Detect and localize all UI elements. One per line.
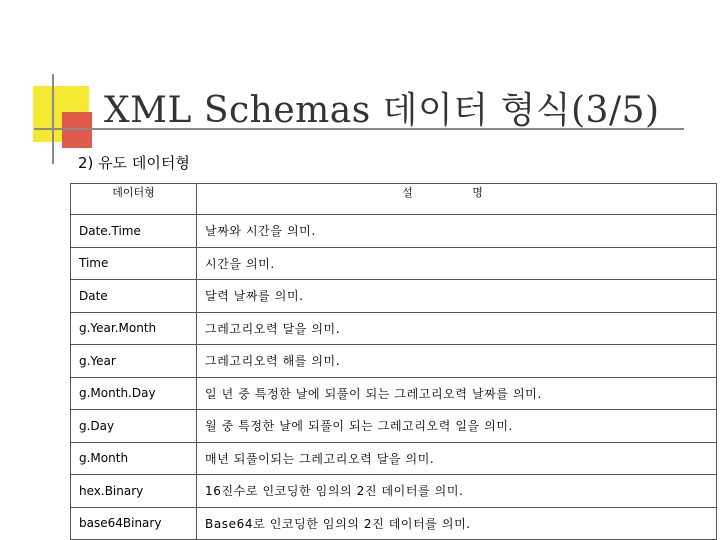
datatype-description: 시간을 의미. — [197, 247, 717, 280]
datatype-name: g.Month — [71, 442, 197, 475]
table-row — [71, 345, 717, 378]
decor-vertical-line — [52, 74, 54, 164]
table-row — [71, 215, 717, 248]
derived-datatype-table — [70, 183, 717, 540]
datatype-description: 월 중 특정한 날에 되풀이 되는 그레고리오력 일을 의미. — [197, 410, 717, 443]
datatype-name: base64Binary — [71, 507, 197, 540]
header-description: 설 명 — [197, 184, 717, 215]
datatype-name: g.Month.Day — [71, 377, 197, 410]
datatype-name: g.Year — [71, 345, 197, 378]
header-datatype: 데이터형 — [71, 184, 197, 215]
table-row — [71, 410, 717, 443]
slide-title: XML Schemas 데이터 형식(3/5) — [104, 90, 660, 131]
table-header-row — [71, 184, 717, 215]
datatype-name: g.Year.Month — [71, 312, 197, 345]
datatype-description: 그레고리오력 해를 의미. — [197, 345, 717, 378]
datatype-name: Date — [71, 280, 197, 313]
table-row — [71, 377, 717, 410]
table-row — [71, 442, 717, 475]
table-row — [71, 247, 717, 280]
datatype-description: 그레고리오력 달을 의미. — [197, 312, 717, 345]
datatype-description: 매년 되풀이되는 그레고리오력 달을 의미. — [197, 442, 717, 475]
datatype-name: g.Day — [71, 410, 197, 443]
decor-red-square — [62, 112, 92, 148]
datatype-name: hex.Binary — [71, 475, 197, 508]
datatype-name: Date.Time — [71, 215, 197, 248]
table-row — [71, 312, 717, 345]
datatype-description: 달력 날짜를 의미. — [197, 280, 717, 313]
datatype-name: Time — [71, 247, 197, 280]
table-row — [71, 475, 717, 508]
datatype-description: 16진수로 인코딩한 임의의 2진 데이터를 의미. — [197, 475, 717, 508]
datatype-description: Base64로 인코딩한 임의의 2진 데이터를 의미. — [197, 507, 717, 540]
datatype-description: 일 년 중 특정한 날에 되풀이 되는 그레고리오력 날짜를 의미. — [197, 377, 717, 410]
section-subtitle: 2) 유도 데이터형 — [78, 154, 190, 172]
datatype-description: 날짜와 시간을 의미. — [197, 215, 717, 248]
table-row — [71, 507, 717, 540]
table-row — [71, 280, 717, 313]
